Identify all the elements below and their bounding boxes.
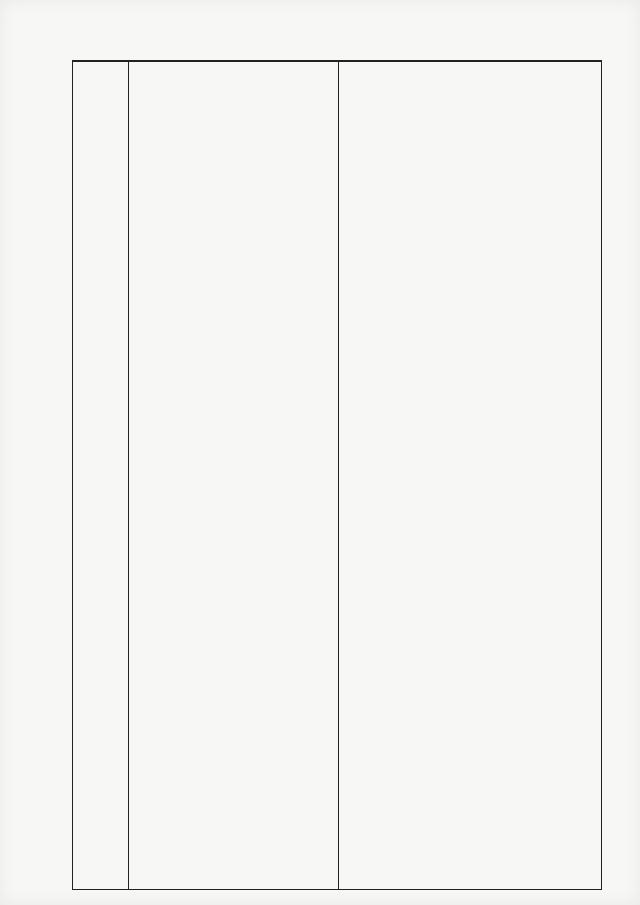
table-row-description (128, 271, 338, 481)
table-row-description (128, 61, 338, 271)
table-row-index (73, 271, 128, 481)
table-row-index (73, 481, 128, 691)
table-row-description (128, 691, 338, 888)
table-row-reference (338, 61, 600, 271)
requirements-table (72, 60, 602, 890)
table-row-reference (338, 691, 600, 888)
table-row-reference (338, 271, 600, 481)
table-row-index (73, 691, 128, 888)
table-row-index (73, 61, 128, 271)
table-row-reference (338, 481, 600, 691)
table-row-description (128, 481, 338, 691)
